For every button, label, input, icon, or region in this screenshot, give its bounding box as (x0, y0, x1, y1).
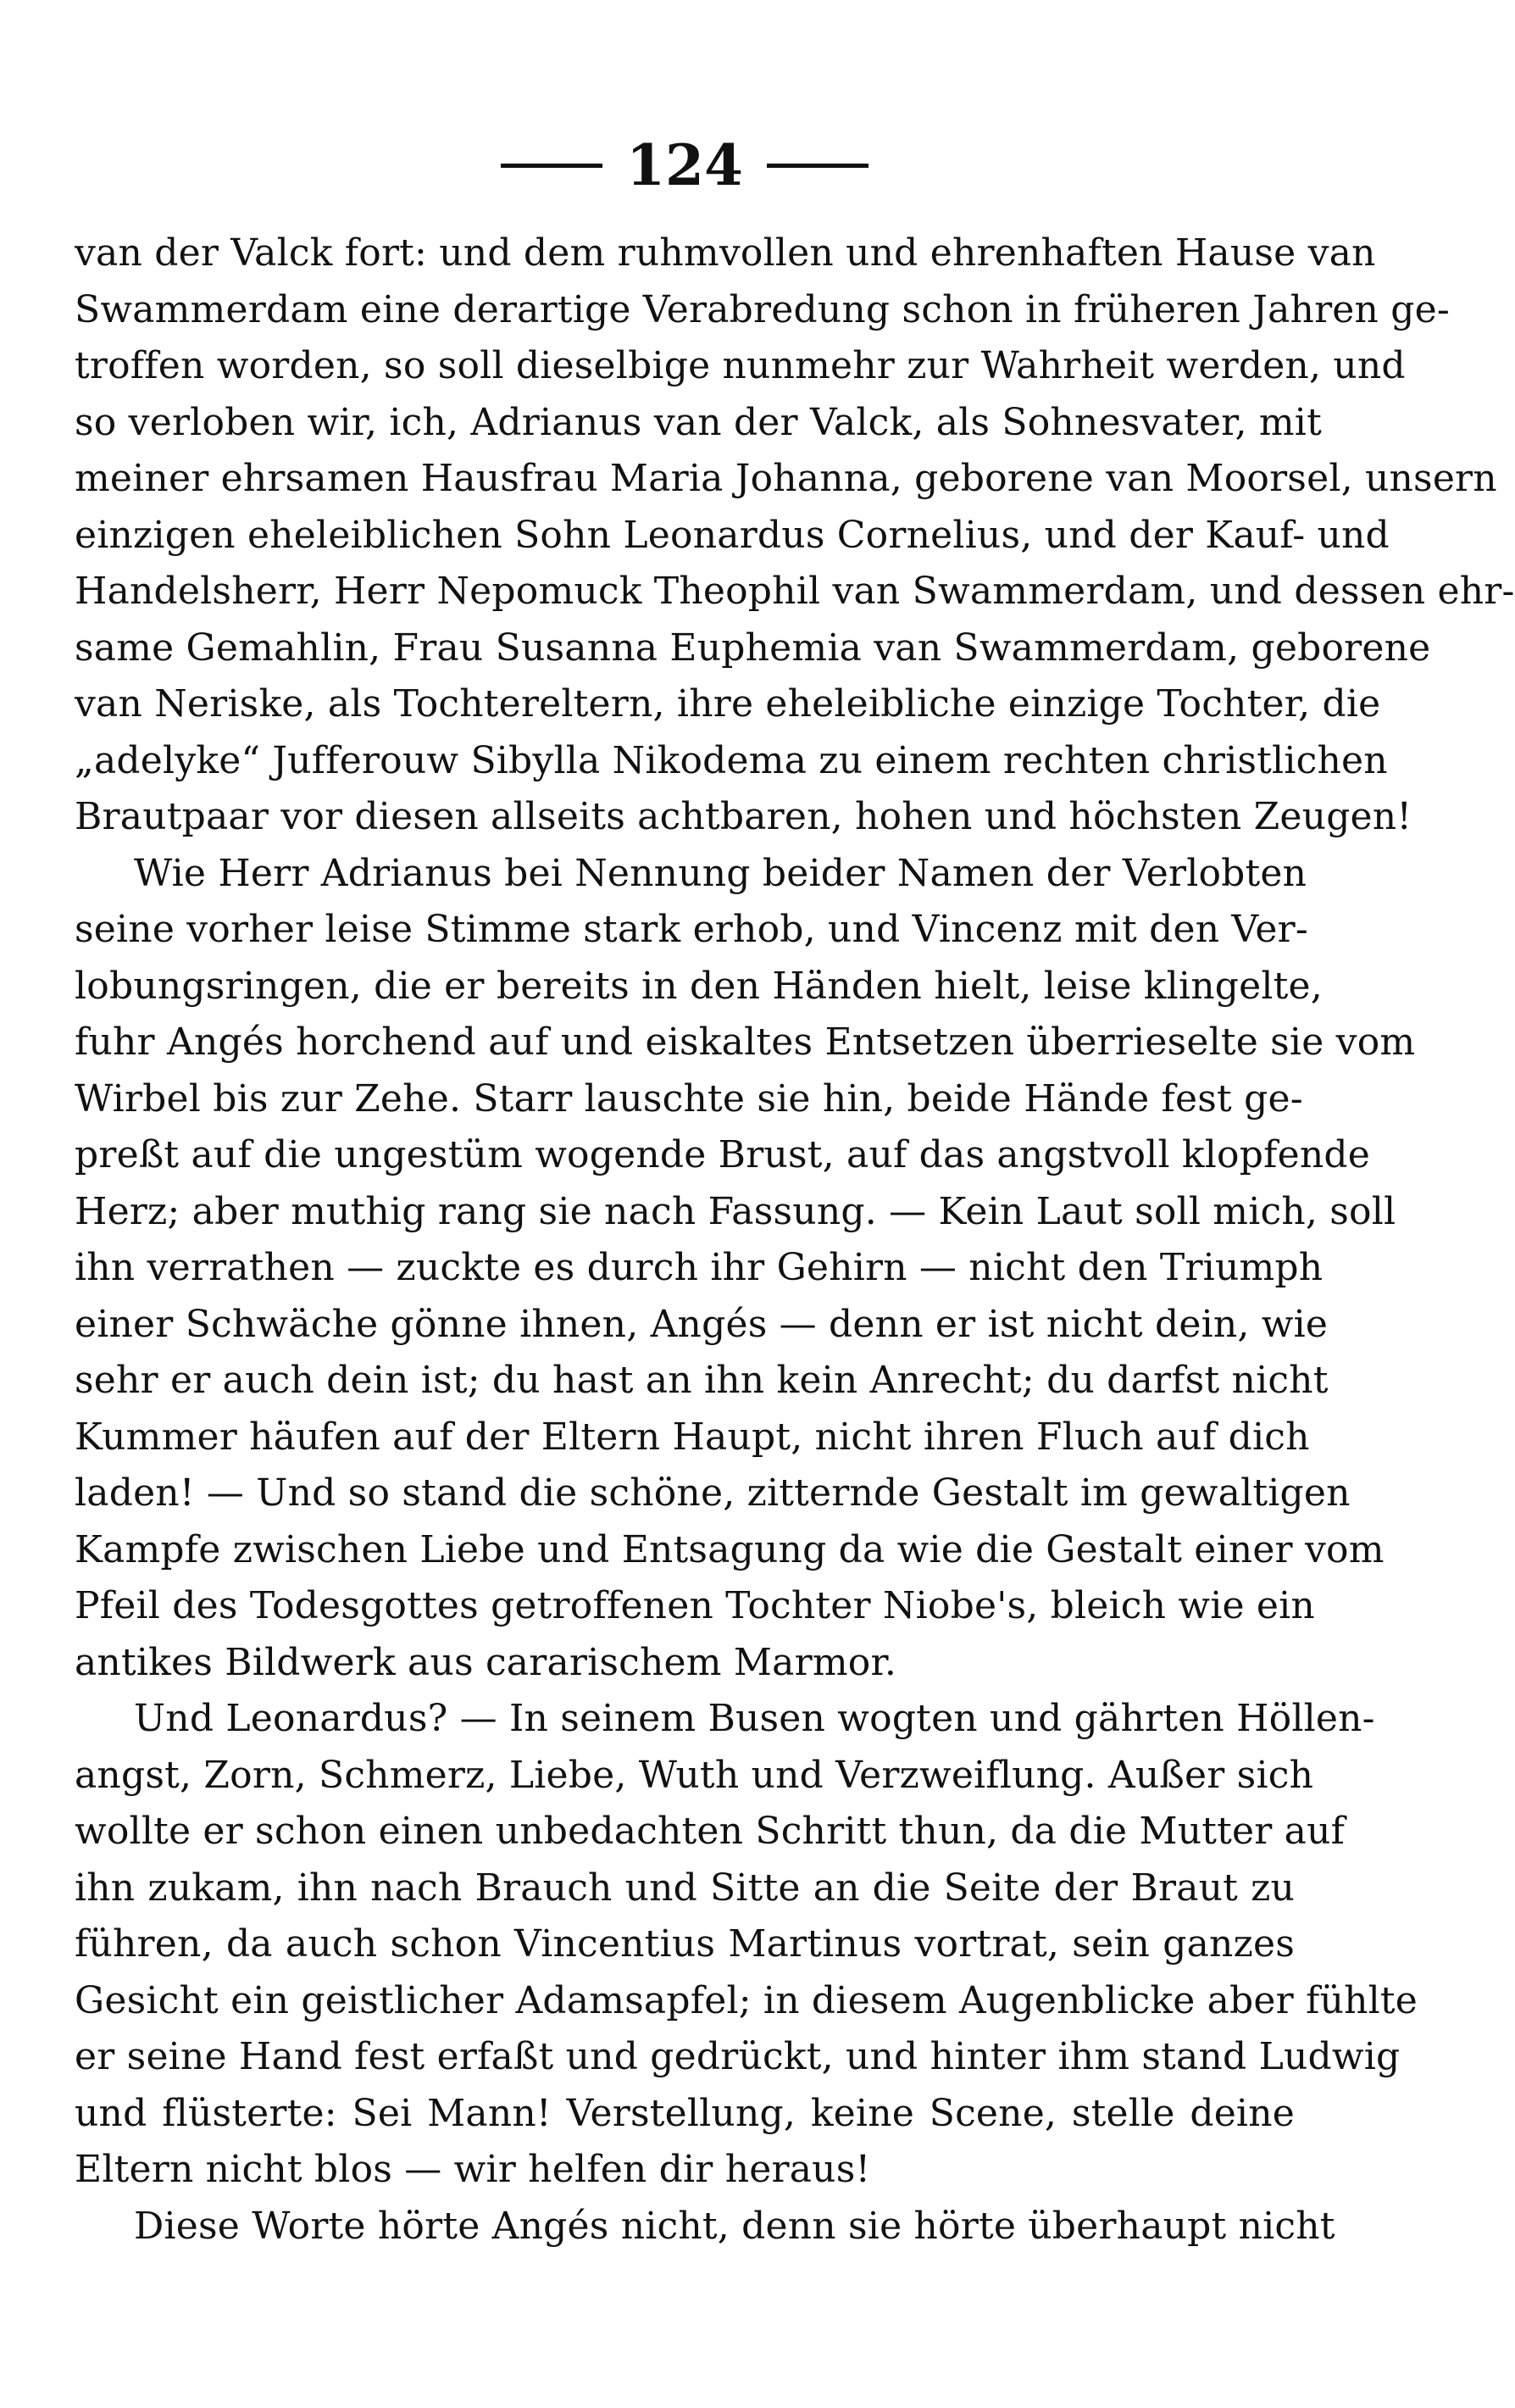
text-line: Kummer häufen auf der Eltern Haupt, nicht ihren Fluch auf dich (75, 1415, 1310, 1459)
text-line: Kampfe zwischen Liebe und Entsagung da wie die Gestalt einer vom (75, 1527, 1385, 1571)
text-line: Brautpaar vor diesen allseits achtbaren, hohen und höchsten Zeugen! (75, 795, 1412, 838)
text-line: Handelsherr, Herr Nepomuck Theophil van Swammerdam, und dessen ehr- (75, 570, 1515, 613)
text-line: fuhr Angés horchend auf und eiskaltes Entsetzen überrieselte sie vom (75, 1020, 1416, 1064)
text-line: „adelyke“ Jufferouw Sibylla Nikodema zu einem rechten christlichen (75, 738, 1388, 782)
header-rule-right (767, 164, 868, 168)
text-line: Wie Herr Adrianus bei Nennung beider Namen der Verlobten (134, 851, 1307, 895)
body-text (75, 225, 1515, 2255)
text-line: ihn zukam, ihn nach Brauch und Sitte an die Seite der Braut zu (75, 1866, 1295, 1910)
text-line: Swammerdam eine derartige Verabredung schon in früheren Jahren ge- (75, 287, 1450, 331)
text-line: einzigen eheleiblichen Sohn Leonardus Cornelius, und der Kauf- und (75, 513, 1390, 557)
page-header (75, 119, 1295, 212)
text-line: troffen worden, so soll dieselbige nunmehr zur Wahrheit werden, und (75, 344, 1406, 387)
text-line: Diese Worte hörte Angés nicht, denn sie hörte überhaupt nicht (134, 2204, 1335, 2248)
text-line: meiner ehrsamen Hausfrau Maria Johanna, geborene van Moorsel, unsern (75, 457, 1497, 500)
text-line: so verloben wir, ich, Adrianus van der Valck, als Sohnesvater, mit (75, 400, 1322, 444)
text-line: einer Schwäche gönne ihnen, Angés — denn er ist nicht dein, wie (75, 1302, 1329, 1346)
text-line: wollte er schon einen unbedachten Schritt thun, da die Mutter auf (75, 1810, 1346, 1853)
header-rule-left (501, 164, 602, 168)
text-line: Und Leonardus? — In seinem Busen wogten und gährten Höllen- (134, 1697, 1375, 1740)
text-line: Herz; aber muthig rang sie nach Fassung. — Kein Laut soll mich, soll (75, 1189, 1396, 1233)
text-line: seine vorher leise Stimme stark erhob, und Vincenz mit den Ver- (75, 908, 1308, 951)
text-line: van der Valck fort: und dem ruhmvollen und ehrenhaften Hause van (75, 231, 1376, 275)
text-line: angst, Zorn, Schmerz, Liebe, Wuth und Verzweiflung. Außer sich (75, 1753, 1314, 1797)
book-page (75, 0, 1515, 2408)
text-line: ihn verrathen — zuckte es durch ihr Gehirn — nicht den Triumph (75, 1246, 1324, 1289)
text-line: Eltern nicht blos — wir helfen dir heraus! (75, 2148, 871, 2191)
text-line: führen, da auch schon Vincentius Martinus vortrat, sein ganzes (75, 1922, 1295, 1966)
text-line: lobungsringen, die er bereits in den Händen hielt, leise klingelte, (75, 964, 1323, 1008)
text-line: und flüsterte: Sei Mann! Verstellung, keine Scene, stelle deine (75, 2091, 1295, 2135)
text-line: same Gemahlin, Frau Susanna Euphemia van Swammerdam, geborene (75, 626, 1431, 670)
text-line: laden! — Und so stand die schöne, zitternde Gestalt im gewaltigen (75, 1471, 1351, 1515)
page-number: 124 (626, 132, 743, 198)
text-line: Gesicht ein geistlicher Adamsapfel; in diesem Augenblicke aber fühlte (75, 1978, 1418, 2022)
text-line: antikes Bildwerk aus cararischem Marmor. (75, 1640, 897, 1684)
text-line: preßt auf die ungestüm wogende Brust, auf das angstvoll klopfende (75, 1133, 1370, 1176)
text-line: Wirbel bis zur Zehe. Starr lauschte sie hin, beide Hände fest ge- (75, 1076, 1303, 1121)
text-line: Pfeil des Todesgottes getroffenen Tochter Niobe's, bleich wie ein (75, 1584, 1315, 1627)
text-line: van Neriske, als Tochtereltern, ihre eheleibliche einzige Tochter, die (75, 682, 1381, 726)
text-line: sehr er auch dein ist; du hast an ihn kein Anrecht; du darfst nicht (75, 1359, 1329, 1402)
text-line: er seine Hand fest erfaßt und gedrückt, und hinter ihm stand Ludwig (75, 2035, 1401, 2078)
